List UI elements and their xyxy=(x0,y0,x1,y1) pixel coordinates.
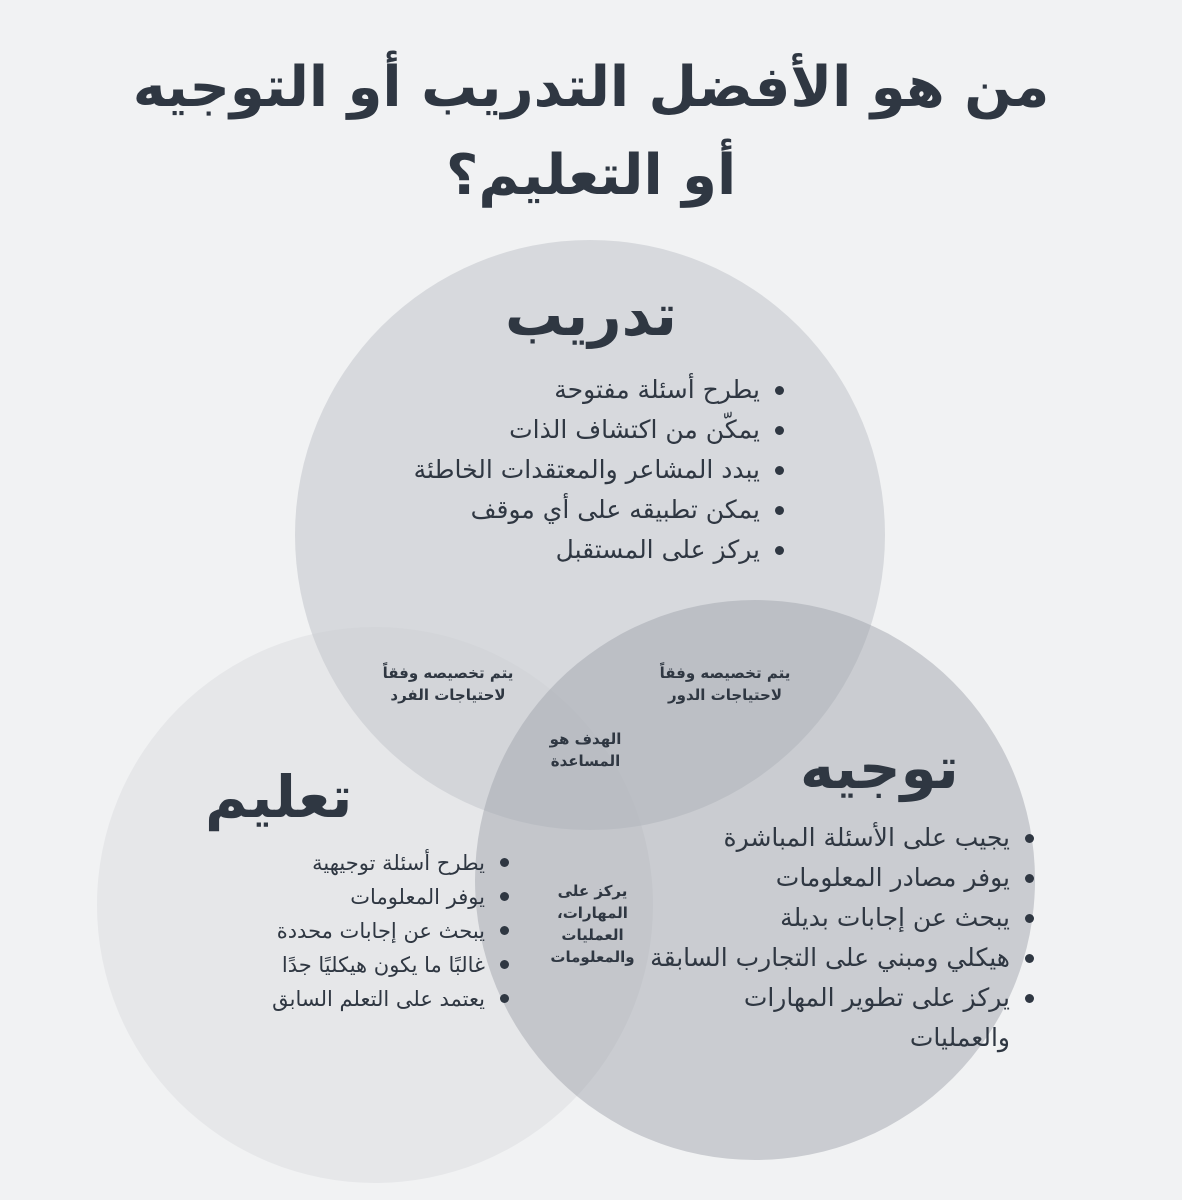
list-item: يعتمد على التعلم السابق xyxy=(160,982,485,1016)
overlap-coaching-mentoring: يتم تخصيصه وفقاً لاحتياجات الدور xyxy=(659,664,791,704)
circle-title-coaching: تدريب xyxy=(505,281,677,349)
overlap-coaching-teaching: يتم تخصيصه وفقاً لاحتياجات الفرد xyxy=(382,664,514,704)
overlap-teaching-mentoring: يركز على المهارات، العمليات والمعلومات xyxy=(550,882,635,966)
list-item: يبحث عن إجابات محددة xyxy=(160,914,485,948)
list-item: غالبًا ما يكون هيكليًا جدًا xyxy=(160,948,485,982)
list-item: يبدد المشاعر والمعتقدات الخاطئة xyxy=(380,450,760,490)
list-item: يجيب على الأسئلة المباشرة xyxy=(640,818,1010,858)
circle-title-mentoring: توجيه xyxy=(800,734,959,802)
coaching-list xyxy=(380,370,788,570)
list-item: يركز على تطوير المهارات والعمليات xyxy=(640,978,1010,1058)
list-item: يبحث عن إجابات بديلة xyxy=(640,898,1010,938)
list-item: يركز على المستقبل xyxy=(380,530,760,570)
list-item: يمكّن من اكتشاف الذات xyxy=(380,410,760,450)
mentoring-list xyxy=(640,818,1038,1058)
page-title-line-1: من هو الأفضل التدريب أو التوجيه xyxy=(132,55,1050,120)
list-item: يطرح أسئلة توجيهية xyxy=(160,846,485,880)
list-item: يوفر المعلومات xyxy=(160,880,485,914)
list-item: يوفر مصادر المعلومات xyxy=(640,858,1010,898)
circle-title-teaching: تعليم xyxy=(205,763,353,831)
list-item: يطرح أسئلة مفتوحة xyxy=(380,370,760,410)
list-item: يمكن تطبيقه على أي موقف xyxy=(380,490,760,530)
overlap-center: الهدف هو المساعدة xyxy=(549,730,622,770)
teaching-list xyxy=(160,846,513,1016)
list-item: هيكلي ومبني على التجارب السابقة xyxy=(640,938,1010,978)
page-title-line-2: أو التعليم؟ xyxy=(445,143,737,208)
